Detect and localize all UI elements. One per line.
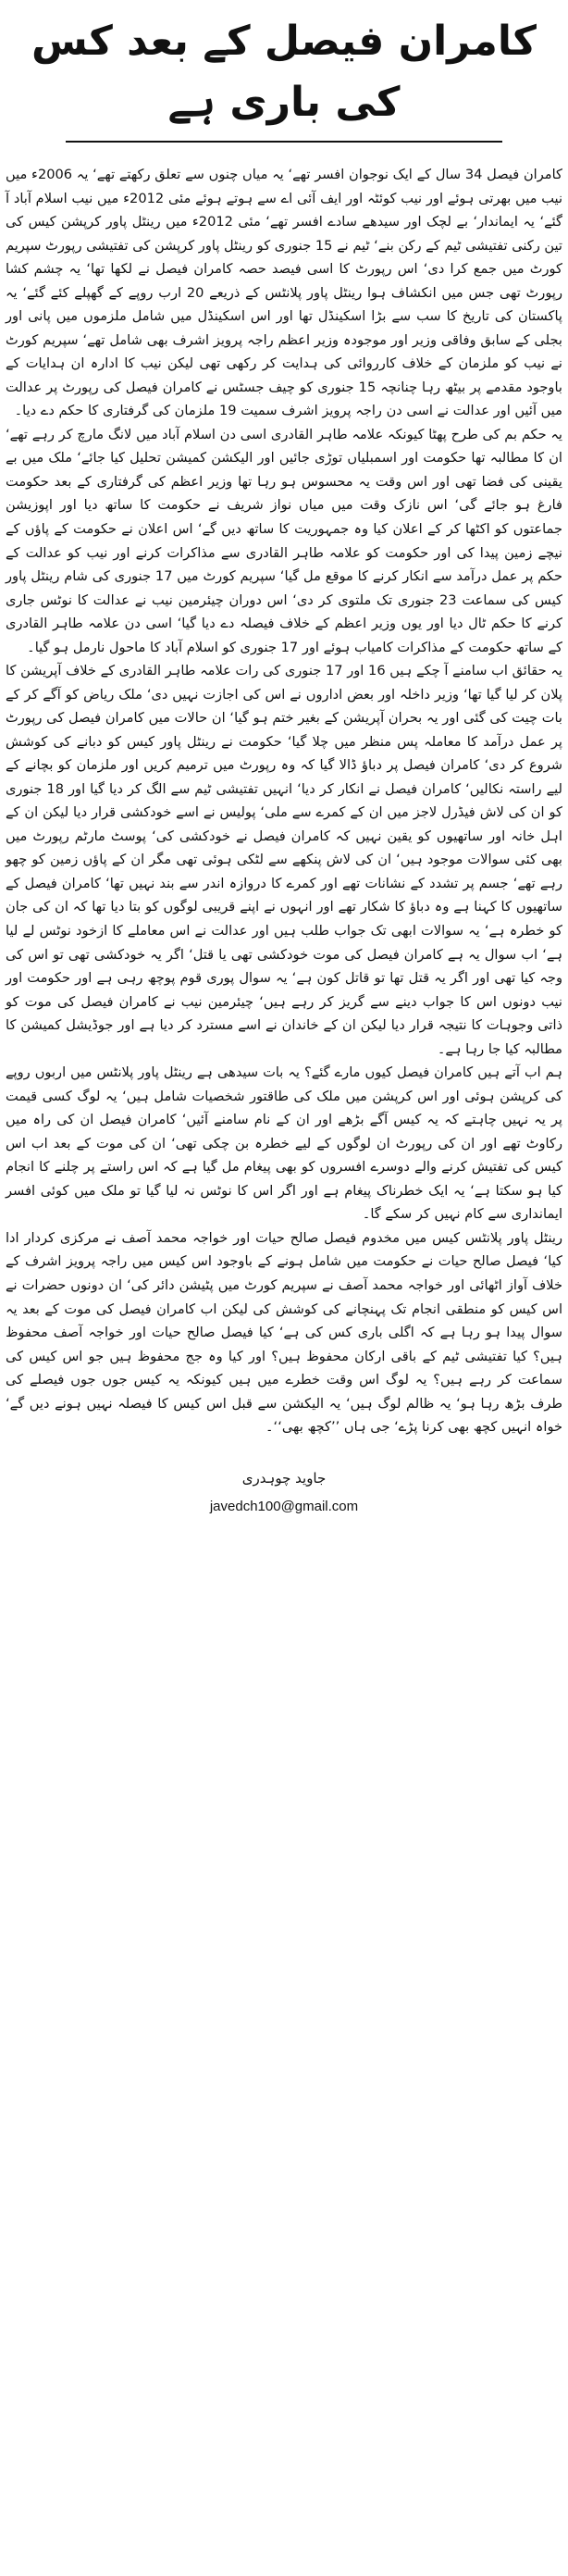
author-email[interactable]: javedch100@gmail.com: [209, 1498, 359, 1514]
paragraph: کامران فیصل 34 سال کے ایک نوجوان افسر تھے‘ یہ میاں چنوں سے تعلق رکھتے تھے‘ یہ 2006ء میں نیب میں بھرتی ہوئے اور نیب کوئٹہ اور ایف آئی اے سے ہوتے ہوئے مئی 2012ء میں نیب اسلام آباد آ گئے‘ یہ ایماندار‘ بے لچک اور سیدھے سادے افسر تھے‘ مئی 2012ء میں رینٹل پاور کرپشن کیس کی تین رکنی تفتیشی ٹیم کے رکن بنے‘ ٹیم نے 15 جنوری کو رینٹل پاور کرپشن کی تفتیشی رپورٹ سپریم کورٹ میں جمع کرا دی‘ اس رپورٹ کا اسی فیصد حصہ کامران فیصل نے لکھا تھا‘ یہ چشم کشا رپورٹ تھی جس میں انکشاف ہوا رینٹل پاور پلانٹس کے ذریعے 20 ارب روپے کے گھپلے کئے گئے‘ یہ پاکستان کی تاریخ کا سب سے بڑا اسکینڈل تھا اور اس اسکینڈل میں شامل ملزموں میں پانی اور بجلی کے سابق وفاقی وزیر اور موجودہ وزیر اعظم راجہ پرویز اشرف بھی شامل تھے‘ سپریم کورٹ نے نیب کو ملزمان کے خلاف کارروائی کی ہدایت کر رکھی تھی لیکن نیب کا ادارہ ان ہدایات کے باوجود مقدمے پر بیٹھ رہا چنانچہ 15 جنوری کو چیف جسٹس نے کامران فیصل کی رپورٹ پر عدالت میں آئیں اور عدالت نے اسی دن راجہ پرویز اشرف سمیت 19 ملزمان کی گرفتاری کا حکم دے دیا۔: [5, 167, 563, 419]
author-name: جاوید چوہدری: [241, 1469, 327, 1487]
paragraph: یہ حقائق اب سامنے آ چکے ہیں 16 اور 17 جنوری کی رات علامہ طاہر القادری کے خلاف آپریشن کا پلان کر لیا گیا تھا‘ وزیر داخلہ اور بعض اداروں نے اس کی اجازت نہیں دی‘ ملک ریاض کو آگے کر کے بات چیت کی گئی اور یہ بحران آپریشن کے بغیر ختم ہو گیا‘ ان حالات میں کامران فیصل کی رپورٹ پر عمل درآمد کا معاملہ پس منظر میں چلا گیا‘ حکومت نے رینٹل پاور کیس کو دبانے کی کوشش شروع کر دی‘ کامران فیصل پر دباؤ ڈالا گیا کہ وہ رپورٹ میں ترمیم کریں اور ملزمان کو بچانے کے لیے راستہ نکالیں‘ کامران فیصل نے انکار کر دیا‘ انہیں تفتیشی ٹیم سے الگ کر دیا گیا اور 18 جنوری کو ان کی لاش فیڈرل لاجز میں ان کے کمرے سے ملی‘ پولیس نے اسے خودکشی قرار دیا لیکن ان کے اہل خانہ اور ساتھیوں کو یقین نہیں کہ کامران فیصل نے خودکشی کی‘ پوسٹ مارٹم رپورٹ میں بھی کئی سوالات موجود ہیں‘ ان کی لاش پنکھے سے لٹکی ہوئی تھی مگر ان کے پاؤں زمین کو چھو رہے تھے‘ جسم پر تشدد کے نشانات تھے اور کمرے کا دروازہ اندر سے بند نہیں تھا‘ کامران فیصل کے ساتھیوں کا کہنا ہے وہ دباؤ کا شکار تھے اور انہوں نے اپنے قریبی لوگوں کو بتا دیا تھا کہ ان کی جان کو خطرہ ہے‘ یہ سوالات ابھی تک جواب طلب ہیں اور عدالت نے اس معاملے کا ازخود نوٹس لے لیا ہے‘ اب سوال یہ ہے کامران فیصل کی موت خودکشی تھی یا قتل‘ اگر یہ خودکشی تھی تو اس کی وجہ کیا تھی اور اگر یہ قتل تھا تو قاتل کون ہے‘ یہ سوال پوری قوم پوچھ رہی ہے اور حکومت اور نیب دونوں اس کا جواب دینے سے گریز کر رہے ہیں‘ چیئرمین نیب نے کامران فیصل کی موت کو ذاتی وجوہات کا نتیجہ قرار دیا لیکن ان کے خاندان نے اسے مسترد کر دیا ہے اور جوڈیشل کمیشن کا مطالبہ کیا جا رہا ہے۔: [6, 663, 562, 1057]
paragraph: رینٹل پاور پلانٹس کیس میں مخدوم فیصل صالح حیات اور خواجہ محمد آصف نے مرکزی کردار ادا کیا‘ فیصل صالح حیات نے حکومت میں شامل ہونے کے باوجود اس کیس میں راجہ پرویز اشرف کے خلاف آواز اٹھائی اور خواجہ محمد آصف نے سپریم کورٹ میں پٹیشن دائر کی‘ ان دونوں حضرات نے اس کیس کو منطقی انجام تک پہنچانے کی کوشش کی لیکن اب کامران فیصل کی موت کے بعد یہ سوال پیدا ہو رہا ہے کہ اگلی باری کس کی ہے‘ کیا فیصل صالح حیات اور خواجہ آصف محفوظ ہیں؟ کیا تفتیشی ٹیم کے باقی ارکان محفوظ ہیں؟ اور کیا وہ جج محفوظ ہیں جو اس کیس کی سماعت کر رہے ہیں؟ یہ لوگ اس وقت خطرے میں ہیں کیونکہ یہ کیس جوں جوں فیصلے کی طرف بڑھ رہا ہو‘ یہ ظالم لوگ ہیں‘ یہ الیکشن سے قبل اس کیس کا فیصلہ نہیں ہونے دیں گے‘ خواہ انہیں کچھ بھی کرنا پڑے‘ جی ہاں ’’کچھ بھی‘‘۔: [6, 1229, 562, 1436]
paragraph: یہ حکم بم کی طرح پھٹا کیونکہ علامہ طاہر القادری اسی دن اسلام آباد میں لانگ مارچ کر رہے تھے‘ ان کا مطالبہ تھا حکومت اور اسمبلیاں توڑی جائیں اور الیکشن کمیشن تحلیل کیا جائے‘ ملک میں بے یقینی کی فضا تھی اور اس وقت یہ محسوس ہو رہا تھا وزیر اعظم کی گرفتاری کے بعد حکومت فارغ ہو جائے گی‘ اس نازک وقت میں میاں نواز شریف نے حکومت کا ساتھ دیا اور اپوزیشن جماعتوں کو اکٹھا کر کے اعلان کیا وہ جمہوریت کا ساتھ دیں گے‘ اس اعلان نے حکومت کے پاؤں کے نیچے زمین پیدا کی اور حکومت کو علامہ طاہر القادری سے مذاکرات کرنے اور نیب کو عدالت کے حکم پر عمل درآمد سے انکار کرنے کا موقع مل گیا‘ سپریم کورٹ میں 17 جنوری کی شام رینٹل پاور کیس کی سماعت 23 جنوری تک ملتوی کر دی‘ اس دوران چیئرمین نیب نے عدالت کا نوٹس جاری کرنے کا حکم ٹال دیا اور یوں وزیر اعظم کے خلاف فیصلہ دے دیا گیا‘ اسی دن علامہ طاہر القادری کے ساتھ حکومت کے مذاکرات کامیاب ہوئے اور 17 جنوری کو اسلام آباد کا ماحول نارمل ہو گیا۔: [6, 426, 563, 655]
paragraph: ہم اب آتے ہیں کامران فیصل کیوں مارے گئے؟ یہ بات سیدھی ہے رینٹل پاور پلانٹس میں اربوں روپے کی کرپشن ہوئی اور اس کرپشن میں ملک کی طاقتور شخصیات شامل ہیں‘ یہ لوگ کسی قیمت پر یہ نہیں چاہتے کہ یہ کیس آگے بڑھے اور ان کے نام سامنے آئیں‘ کامران فیصل ان کی راہ میں رکاوٹ تھے اور ان کی رپورٹ ان لوگوں کے لیے خطرہ بن چکی تھی‘ ان کی موت کے بعد اب اس کیس کی تفتیش کرنے والے دوسرے افسروں کو بھی پیغام مل گیا ہے کہ اس راستے پر چلنے کا انجام کیا ہو سکتا ہے‘ یہ ایک خطرناک پیغام ہے اور اگر اس کا نوٹس نہ لیا گیا تو ملک میں کوئی افسر ایمانداری سے کام نہیں کر سکے گا۔: [6, 1064, 562, 1223]
article-title: کامران فیصل کے بعد کس کی باری ہے: [31, 18, 537, 126]
title-underline: [66, 141, 502, 143]
